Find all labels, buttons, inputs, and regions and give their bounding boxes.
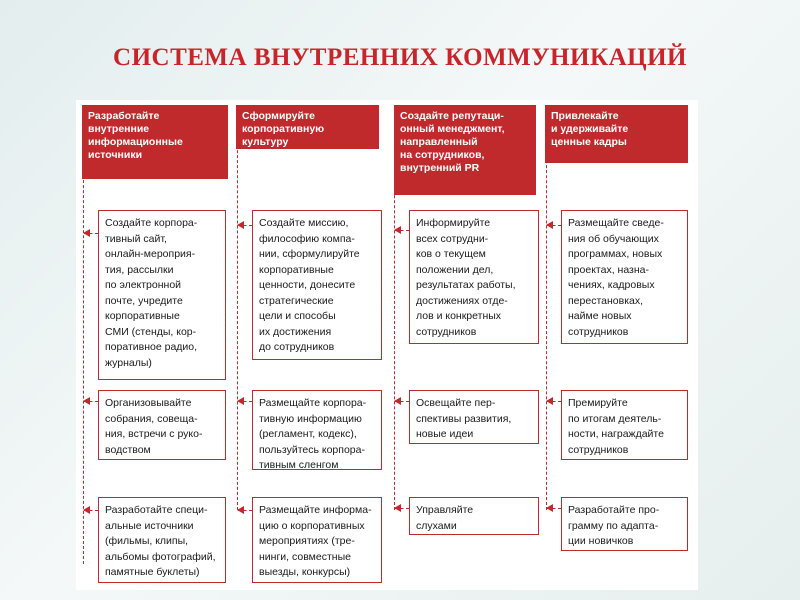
action-box-col-4-row-1: Размещайте сведе- ния об обучающих программах, новых проектах, назна- чениях, кадровых перестановках, найме новых сотрудников xyxy=(561,210,688,344)
connector-arrow-col-3-row-2 xyxy=(395,401,409,402)
action-box-col-1-row-3: Разработайте специ- альные источники (фильмы, клипы, альбомы фотографий, памятные буклеты) xyxy=(98,497,226,583)
column-header-1: Разработайте внутренние информационные источники xyxy=(82,105,228,179)
action-box-col-3-row-2: Освещайте пер- спективы развития, новые идеи xyxy=(409,390,539,444)
page-title: СИСТЕМА ВНУТРЕННИХ КОММУНИКАЦИЙ xyxy=(113,44,687,71)
column-header-4: Привлекайте и удерживайте ценные кадры xyxy=(545,105,688,163)
connector-arrow-col-3-row-3 xyxy=(395,508,409,509)
column-header-2: Сформируйте корпоративную культуру xyxy=(236,105,379,149)
connector-line-col-4 xyxy=(546,140,547,510)
connector-arrow-col-1-row-2 xyxy=(84,401,98,402)
connector-line-col-1 xyxy=(83,160,84,564)
action-box-col-2-row-2: Размещайте корпора- тивную информацию (регламент, кодекс), пользуйтесь корпора- тивным сленгом xyxy=(252,390,382,470)
connector-arrow-col-1-row-3 xyxy=(84,510,98,511)
action-box-col-3-row-1: Информируйте всех сотрудни- ков о текущем положении дел, результатах работы, достижениях отде- лов и конкретных сотрудников xyxy=(409,210,539,344)
action-box-col-1-row-1: Создайте корпора- тивный сайт, онлайн-мероприя- тия, рассылки по электронной почте, учредите корпоративные СМИ (стенды, кор- поративное радио, журналы) xyxy=(98,210,226,380)
action-box-col-1-row-2: Организовывайте собрания, совеща- ния, встречи с руко- водством xyxy=(98,390,226,460)
connector-arrow-col-4-row-3 xyxy=(547,508,561,509)
connector-line-col-3 xyxy=(394,150,395,510)
connector-line-col-2 xyxy=(237,130,238,510)
action-box-col-3-row-3: Управляйте слухами xyxy=(409,497,539,535)
connector-arrow-col-2-row-3 xyxy=(238,510,252,511)
connector-arrow-col-4-row-1 xyxy=(547,225,561,226)
connector-arrow-col-2-row-2 xyxy=(238,401,252,402)
action-box-col-2-row-1: Создайте миссию, философию компа- нии, сформулируйте корпоративные ценности, донесите стратегические цели и способы их достижения до сотрудников xyxy=(252,210,382,360)
column-header-3: Создайте репутаци- онный менеджмент, направленный на сотрудников, внутренний PR xyxy=(394,105,536,195)
connector-arrow-col-2-row-1 xyxy=(238,225,252,226)
connector-arrow-col-4-row-2 xyxy=(547,401,561,402)
diagram-panel xyxy=(76,100,698,590)
action-box-col-4-row-2: Премируйте по итогам деятель- ности, награждайте сотрудников xyxy=(561,390,688,460)
connector-arrow-col-1-row-1 xyxy=(84,233,98,234)
action-box-col-2-row-3: Размещайте информа- цию о корпоративных мероприятиях (тре- нинги, совместные выезды, конкурсы) xyxy=(252,497,382,583)
action-box-col-4-row-3: Разработайте про- грамму по адапта- ции новичков xyxy=(561,497,688,551)
connector-arrow-col-3-row-1 xyxy=(395,230,409,231)
